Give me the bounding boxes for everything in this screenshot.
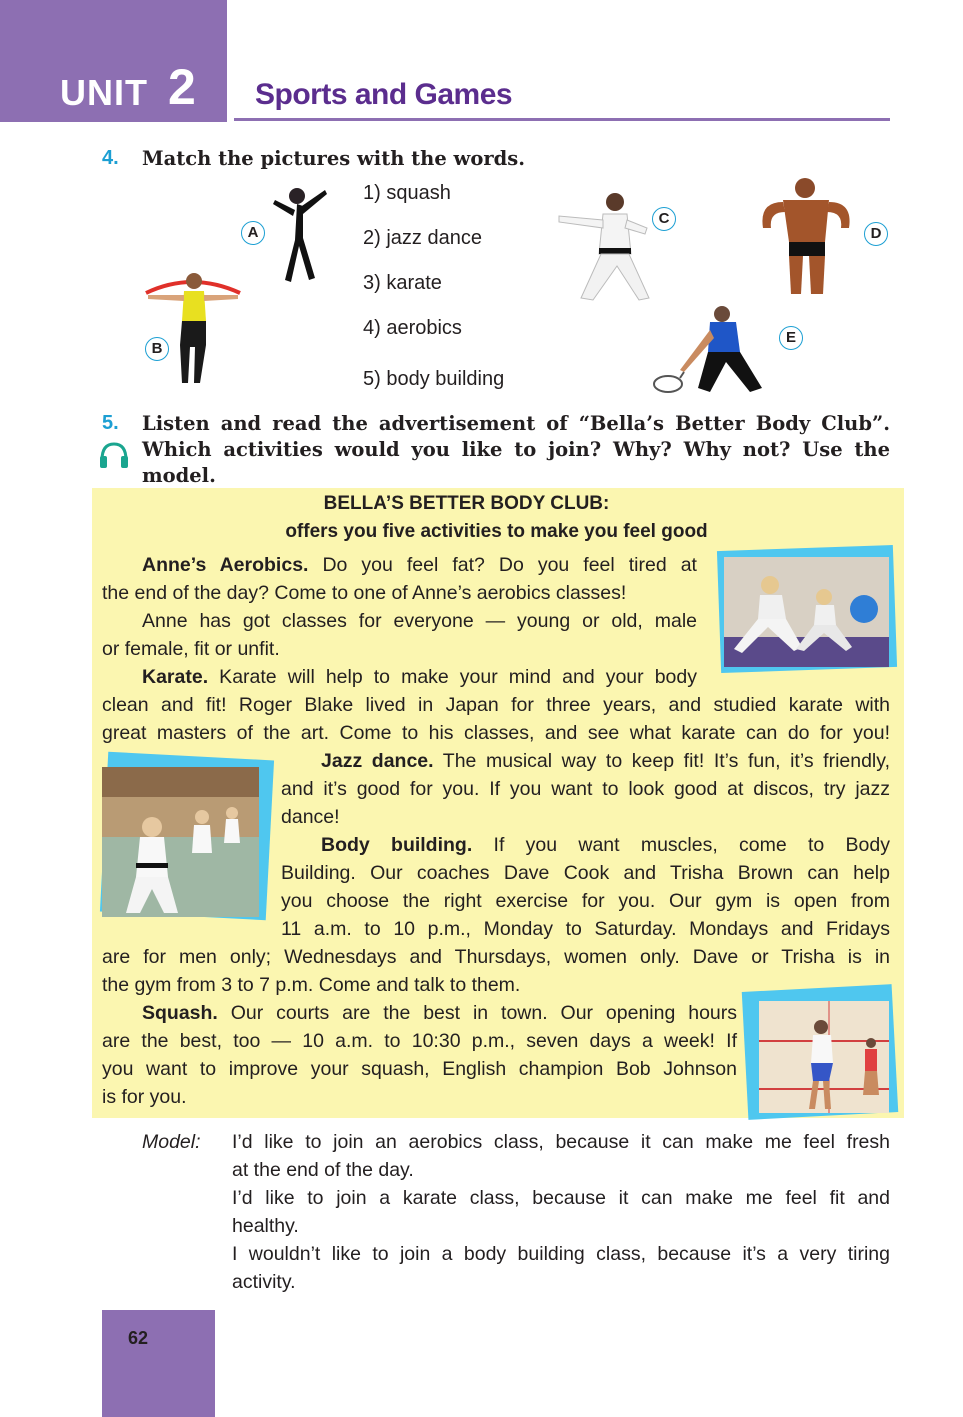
karate-class-photo	[102, 767, 259, 917]
footer-tab	[102, 1310, 215, 1417]
unit-label: UNIT	[60, 72, 148, 113]
label-d-circle: D	[864, 222, 888, 246]
bodybuilding-line-3: you choose the right exercise for you. Our gym is open from	[281, 890, 890, 912]
task-4-instruction: Match the pictures with the words.	[142, 147, 526, 170]
model-line-3: I’d like to join a karate class, because it can make me feel fit and	[232, 1187, 890, 1209]
model-line-5: I wouldn’t like to join a body building class, because it’s a very tiring	[232, 1243, 890, 1265]
bodybuilding-line-4: 11 a.m. to 10 p.m., Monday to Saturday. Mondays and Fridays	[281, 918, 890, 940]
header-divider	[234, 118, 890, 121]
aerobics-line-3: Anne has got classes for everyone — young or old, male	[142, 610, 697, 632]
jazz-heading: Jazz dance.	[321, 750, 434, 772]
headphones-icon	[98, 442, 130, 470]
squash-line-1	[142, 999, 737, 1027]
jazz-line-1	[321, 747, 890, 775]
ad-title: BELLA’S BETTER BODY CLUB:	[323, 493, 610, 514]
squash-heading: Squash.	[142, 1002, 218, 1024]
karate-line-3: great masters of the art. Come to his classes, and see what karate can do for you!	[102, 722, 890, 744]
jazz-dance-picture	[255, 180, 335, 300]
model-line-4: healthy.	[232, 1215, 299, 1237]
jazz-line-2: and it’s good for you. If you want to look good at discos, try jazz	[281, 778, 890, 800]
task-4-number: 4.	[102, 147, 119, 169]
squash-court-photo	[759, 1001, 889, 1113]
unit-number: 2	[168, 59, 196, 115]
task-5-line-3: model.	[142, 464, 216, 487]
word-body-building: 5) body building	[363, 368, 505, 390]
ad-subtitle: offers you five activities to make you feel good	[285, 521, 708, 542]
bodybuilding-line-5: are for men only; Wednesdays and Thursdays, women only. Dave or Trisha is in	[102, 946, 890, 968]
task-5-line-1: Listen and read the advertisement of “Bella’s Better Body Club”.	[142, 412, 890, 435]
karate-text-1: Karate will help to make your mind and your body	[208, 666, 697, 688]
word-aerobics: 4) aerobics	[363, 317, 462, 339]
karate-heading: Karate.	[142, 666, 209, 688]
model-line-2: at the end of the day.	[232, 1159, 414, 1181]
word-jazz-dance: 2) jazz dance	[363, 227, 482, 249]
bodybuilding-line-6: the gym from 3 to 7 p.m. Come and talk to them.	[102, 974, 521, 996]
label-e-circle: E	[779, 326, 803, 350]
page-title: Sports and Games	[255, 78, 513, 111]
model-line-1: I’d like to join an aerobics class, because it can make me feel fresh	[232, 1131, 890, 1153]
model-line-6: activity.	[232, 1271, 296, 1293]
squash-line-4: is for you.	[102, 1086, 187, 1108]
jazz-text-1: The musical way to keep fit! It’s fun, it’s friendly,	[433, 750, 890, 772]
label-b-circle: B	[145, 337, 169, 361]
karate-line-1	[142, 663, 697, 691]
aerobics-text-1: Do you feel fat? Do you feel tired at	[308, 554, 697, 576]
karate-picture	[553, 188, 663, 308]
aerobics-line-4: or female, fit or unfit.	[102, 638, 280, 660]
bodybuilding-text-1: If you want muscles, come to Body	[472, 834, 890, 856]
aerobics-line-2: the end of the day? Come to one of Anne’s aerobics classes!	[102, 582, 627, 604]
squash-line-3: you want to improve your squash, English champion Bob Johnson	[102, 1058, 737, 1080]
label-a-circle: A	[241, 221, 265, 245]
karate-line-2: clean and fit! Roger Blake lived in Japan for three years, and studied karate with	[102, 694, 890, 716]
aerobics-line-1	[142, 551, 697, 579]
bodybuilding-heading: Body building.	[321, 834, 473, 856]
task-5-line-2: Which activities would you like to join? Why? Why not? Use the	[142, 438, 890, 461]
word-squash: 1) squash	[363, 182, 451, 204]
bodybuilding-line-1	[321, 831, 890, 859]
bodybuilding-line-2: Building. Our coaches Dave Cook and Trisha Brown can help	[281, 862, 890, 884]
jazz-line-3: dance!	[281, 806, 340, 828]
aerobics-heading: Anne’s Aerobics.	[142, 554, 309, 576]
squash-picture	[650, 300, 790, 400]
word-karate: 3) karate	[363, 272, 442, 294]
squash-text-1: Our courts are the best in town. Our opening hours	[217, 1002, 737, 1024]
page-number: 62	[128, 1328, 149, 1348]
model-label: Model:	[142, 1131, 201, 1153]
squash-line-2: are the best, too — 10 a.m. to 10:30 p.m., seven days a week! If	[102, 1030, 737, 1052]
task-5-number: 5.	[102, 412, 119, 434]
body-building-picture	[753, 172, 858, 297]
label-c-circle: C	[652, 207, 676, 231]
aerobics-class-photo	[724, 557, 889, 667]
aerobics-picture	[140, 265, 245, 390]
